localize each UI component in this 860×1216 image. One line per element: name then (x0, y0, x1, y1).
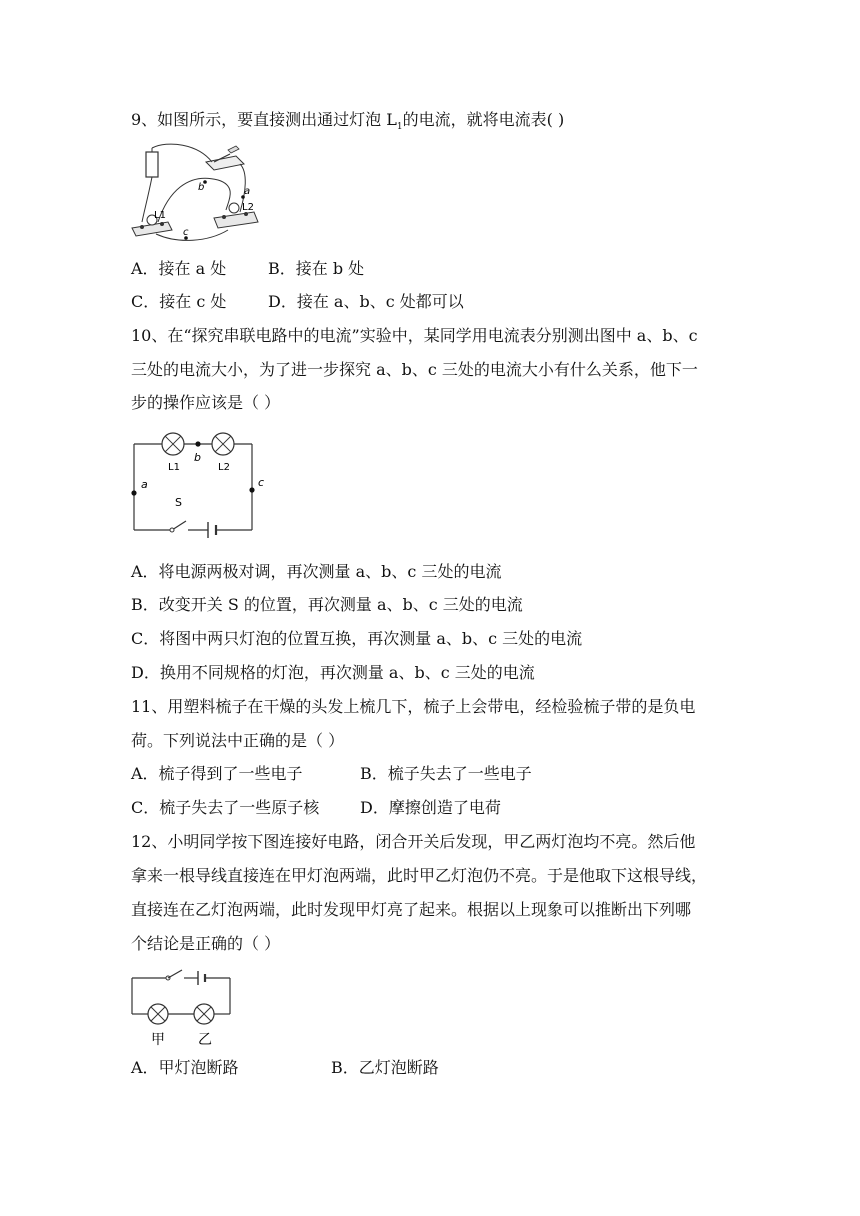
q10-option-c: C．将图中两只灯泡的位置互换，再次测量 a、b、c 三处的电流 (131, 629, 583, 648)
q10-stem-line-2: 三处的电流大小，为了进一步探究 a、b、c 三处的电流大小有什么关系，他下一 (131, 360, 698, 379)
q12-circuit-figure (128, 966, 238, 1048)
q9-circuit-figure (128, 142, 268, 247)
q10-label-s: S (175, 496, 182, 509)
q11-option-d: D．摩擦创造了电荷 (360, 798, 501, 817)
q9-option-d: D．接在 a、b、c 处都可以 (268, 292, 464, 311)
q10-option-a: A．将电源两极对调，再次测量 a、b、c 三处的电流 (131, 562, 502, 581)
q12-stem-line-3: 直接连在乙灯泡两端，此时发现甲灯亮了起来。根据以上现象可以推断出下列哪 (131, 900, 692, 919)
q11-stem-line-1: 11、用塑料梳子在干燥的头发上梳几下，梳子上会带电，经检验梳子带的是负电 (131, 697, 696, 716)
q9-stem: 9、如图所示，要直接测出通过灯泡 $L_1$的电流，就将电流表( ) (131, 110, 565, 133)
q9-label-l2: L2 (242, 202, 254, 213)
q12-label-yi: 乙 (198, 1032, 212, 1048)
q12-stem-line-4: 个结论是正确的（ ） (131, 934, 281, 953)
q10-label-b: b (194, 451, 201, 464)
q10-circuit-figure (128, 428, 278, 540)
q9-option-c: C．接在 c 处 (131, 292, 227, 311)
q10-label-a: a (141, 478, 148, 491)
q9-label-l1: L1 (154, 210, 166, 221)
q12-stem-line-1: 12、小明同学按下图连接好电路，闭合开关后发现，甲乙两灯泡均不亮。然后他 (131, 832, 696, 851)
q9-option-b: B．接在 b 处 (268, 259, 365, 278)
q10-stem-line-1: 10、在“探究串联电路中的电流”实验中，某同学用电流表分别测出图中 a、b、c (131, 326, 698, 345)
q10-label-c: c (258, 476, 265, 489)
q10-label-l2: L2 (218, 462, 230, 473)
q9-label-b: b (198, 182, 205, 193)
q12-option-b: B．乙灯泡断路 (331, 1058, 439, 1077)
q10-stem-line-3: 步的操作应该是（ ） (131, 393, 281, 412)
q10-option-b: B．改变开关 S 的位置，再次测量 a、b、c 三处的电流 (131, 595, 523, 614)
q10-label-l1: L1 (168, 462, 180, 473)
q11-option-b: B．梳子失去了一些电子 (360, 764, 532, 783)
q11-option-a: A．梳子得到了一些电子 (131, 764, 303, 783)
q9-label-a: a (244, 186, 251, 197)
q11-option-c: C．梳子失去了一些原子核 (131, 798, 320, 817)
q10-option-d: D．换用不同规格的灯泡，再次测量 a、b、c 三处的电流 (131, 663, 535, 682)
q12-label-jia: 甲 (151, 1032, 165, 1048)
q9-option-a: A．接在 a 处 (131, 259, 227, 278)
q12-option-a: A．甲灯泡断路 (131, 1058, 239, 1077)
q12-stem-line-2: 拿来一根导线直接连在甲灯泡两端，此时甲乙灯泡仍不亮。于是他取下这根导线， (131, 866, 708, 885)
q11-stem-line-2: 荷。下列说法中正确的是（ ） (131, 731, 345, 750)
q9-label-c: c (183, 227, 189, 238)
